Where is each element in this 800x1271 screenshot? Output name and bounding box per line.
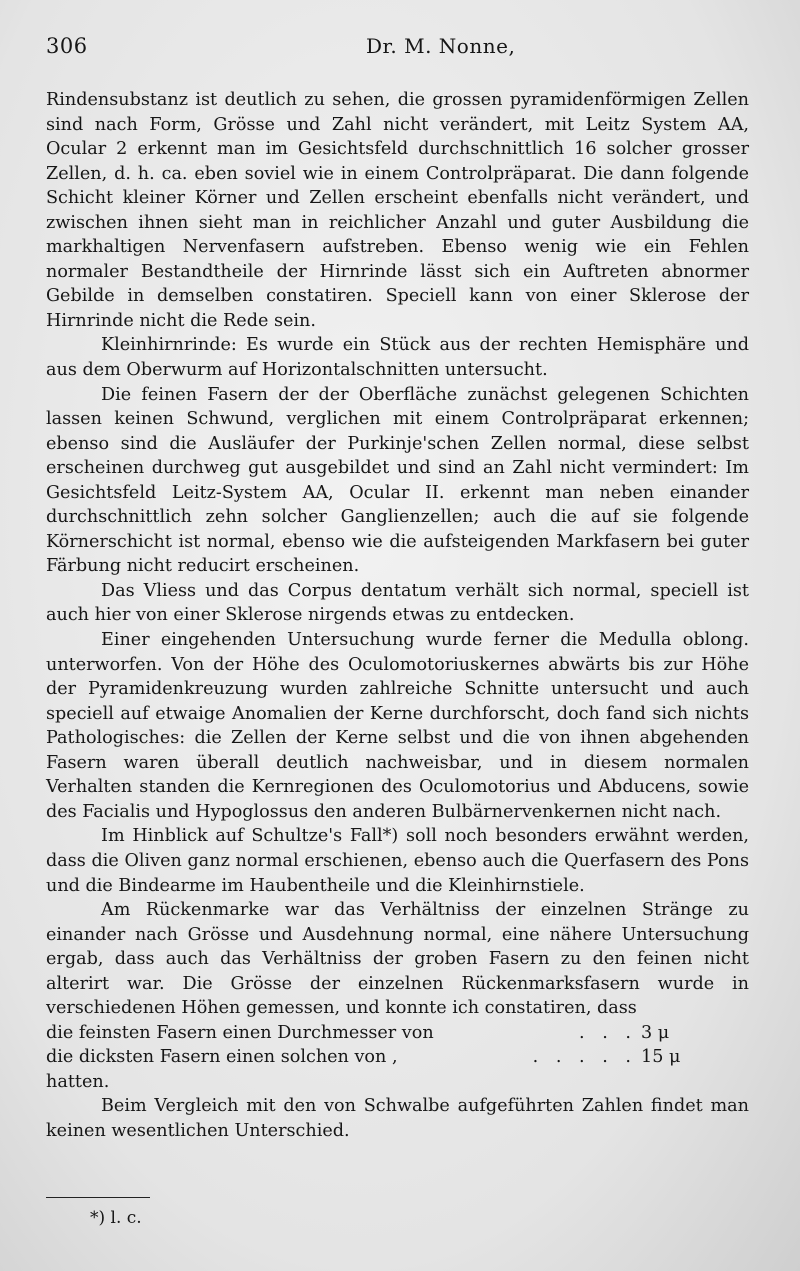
- paragraph-hatten: hatten.: [46, 1071, 110, 1092]
- paragraph-rindensubstanz: Rindensubstanz ist deutlich zu sehen, die grossen pyramidenförmigen Zellen sind nach Form, Grösse und Zahl nicht verändert, mit Leitz System AA, Ocular 2 erkennt man im Gesichtsfeld durchschnittlich 16 solcher grosser Zellen, d. h. ca. eben soviel wie in einem Controlpräparat. Die dann folgende Schicht kleiner Körner und Zellen erscheint ebenfalls nicht verändert, und zwischen ihnen sieht man in reichlicher Anzahl und guter Ausbildung die markhaltigen Nervenfasern aufstreben. Ebenso wenig wie ein Fehlen normaler Bestandtheile der Hirnrinde lässt sich ein Auftreten abnormer Gebilde in demselben constatiren. Speciell kann von einer Sklerose der Hirnrinde nicht die Rede sein.: [46, 90, 749, 331]
- measurement-leader-dots: . . .: [579, 1022, 637, 1043]
- paragraph-feine-fasern: Die feinen Fasern der der Oberfläche zunächst gelegenen Schichten lassen keinen Schwund, verglichen mit einem Controlpräparat erkennen; ebenso sind die Ausläufer der Purkinje'schen Zellen normal, diese selbst erscheinen durchweg gut ausgebildet und sind an Zahl nicht vermindert: Im Gesichtsfeld Leitz-System AA, Ocular II. erkennt man neben einander durchschnittlich zehn solcher Ganglienzellen; auch die auf sie folgende Körnerschicht ist normal, ebenso wie die aufsteigenden Markfasern bei guter Färbung nicht reducirt erscheinen.: [46, 384, 749, 577]
- paragraph-medulla: Einer eingehenden Untersuchung wurde ferner die Medulla oblong. unterworfen. Von der Höhe des Oculomotoriuskernes abwärts bis zur Höhe der Pyramidenkreuzung wurden zahlreiche Schnitte untersucht und auch speciell auf etwaige Anomalien der Kerne durchforscht, doch fand sich nichts Pathologisches: die Zellen der Kerne selbst und die von ihnen abgehenden Fasern waren überall deutlich nachweisbar, und in diesem normalen Verhalten standen die Kernregionen des Oculomotorius und Abducens, sowie des Facialis und Hypoglossus den anderen Bulbärnervenkernen nicht nach.: [46, 630, 749, 822]
- paragraph-schultze: Im Hinblick auf Schultze's Fall*) soll noch besonders erwähnt werden, dass die Oliven ganz normal erschienen, ebenso auch die Querfasern des Pons und die Bindearme im Haubentheile und die Kleinhirnstiele.: [46, 826, 749, 896]
- running-head: Dr. M. Nonne,: [366, 34, 516, 58]
- paragraph-schwalbe: Beim Vergleich mit den von Schwalbe aufgeführten Zahlen findet man keinen wesentlichen Unterschied.: [46, 1096, 749, 1141]
- measurement-row-finest: [46, 1021, 711, 1046]
- paragraph-vliess: Das Vliess und das Corpus dentatum verhält sich normal, speciell ist auch hier von einer Sklerose nirgends etwas zu entdecken.: [46, 580, 749, 626]
- measurement-value: 15 μ: [641, 1047, 681, 1068]
- footnote: *) l. c.: [90, 1208, 142, 1228]
- footnote-rule: [46, 1197, 150, 1198]
- measurement-desc: die dicksten Fasern einen solchen von ,: [46, 1047, 398, 1068]
- measurement-value: 3 μ: [641, 1022, 670, 1043]
- paragraph-kleinhirnrinde: Kleinhirnrinde: Es wurde ein Stück aus der rechten Hemisphäre und aus dem Oberwurm auf Horizontalschnitten untersucht.: [46, 335, 749, 381]
- paragraph-rueckenmark: Am Rückenmarke war das Verhältniss der einzelnen Stränge zu einander nach Grösse und Ausdehnung normal, eine nähere Untersuchung ergab, dass auch das Verhältniss der groben Fasern zu den feinen nicht alterirt war. Die Grösse der einzelnen Rückenmarksfasern wurde in verschiedenen Höhen gemessen, und konnte ich constatiren, dass: [46, 900, 749, 1019]
- measurement-row-thickest: [46, 1045, 711, 1070]
- page-number: 306: [46, 34, 88, 58]
- measurement-leader-dots: . . . . .: [532, 1047, 637, 1068]
- body-text: [46, 88, 749, 1144]
- page-header: [46, 34, 746, 64]
- measurement-desc: die feinsten Fasern einen Durchmesser von: [46, 1022, 434, 1043]
